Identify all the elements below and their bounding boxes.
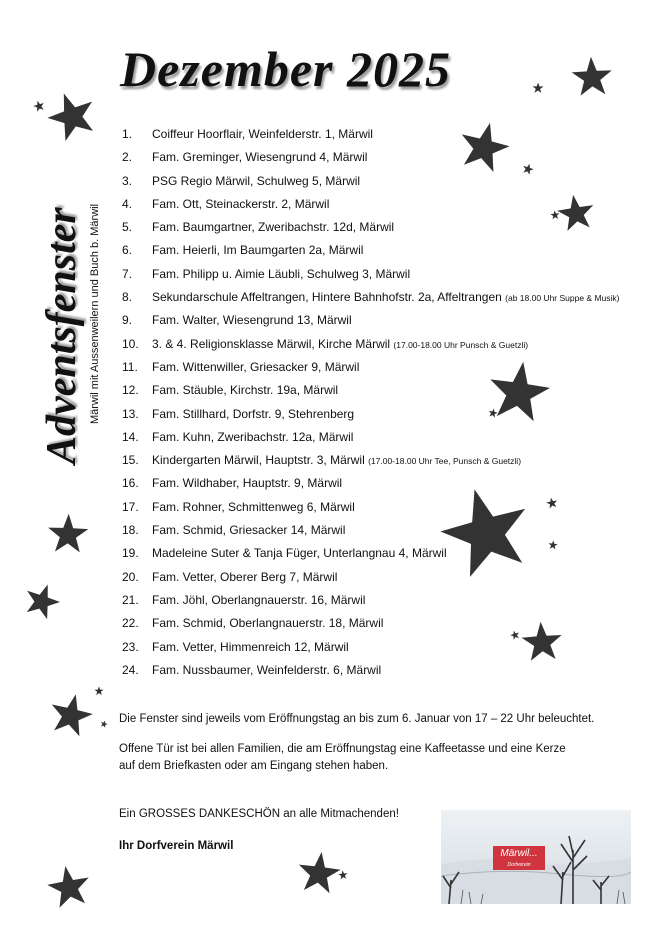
list-item [122, 566, 620, 589]
list-item [122, 239, 620, 262]
entry-number: 11. [122, 359, 138, 374]
entry-number: 13. [122, 406, 139, 421]
star-icon [488, 408, 498, 418]
star-icon [548, 540, 558, 550]
star-icon [570, 55, 614, 99]
entry-text: Fam. Schmid, Griesacker 14, Märwil [152, 523, 346, 538]
footer-thanks: Ein GROSSES DANKESCHÖN an alle Mitmachenden! [119, 808, 399, 820]
list-item [122, 519, 620, 542]
list-item [122, 496, 620, 519]
list-item [122, 263, 620, 286]
entry-number: 22. [122, 616, 139, 631]
star-icon [46, 512, 90, 556]
entry-number: 19. [122, 546, 139, 561]
entry-text: Fam. Vetter, Himmenreich 12, Märwil [152, 639, 349, 654]
entry-text: Fam. Rohner, Schmittenweg 6, Märwil [152, 499, 355, 514]
list-item [122, 193, 620, 216]
entry-number: 6. [122, 243, 133, 258]
entry-note: (ab 18.00 Uhr Suppe & Musik) [505, 293, 620, 304]
list-item [122, 146, 620, 169]
entry-number: 21. [122, 592, 139, 607]
entry-number: 23. [122, 639, 139, 654]
entry-number: 5. [122, 220, 133, 235]
star-icon [100, 720, 108, 728]
entry-text: PSG Regio Märwil, Schulweg 5, Märwil [152, 173, 361, 188]
entry-number: 20. [122, 569, 139, 584]
entry-note: (17.00-18.00 Uhr Punsch & Guetzli) [393, 339, 529, 350]
star-icon [438, 484, 534, 580]
entry-number: 4. [122, 196, 133, 211]
entry-number: 17. [122, 499, 139, 514]
entry-text: Kindergarten Märwil, Hauptstr. 3, Märwil [152, 453, 365, 468]
star-icon [556, 193, 596, 233]
entry-text: Fam. Stäuble, Kirchstr. 19a, Märwil [152, 383, 339, 398]
list-item [122, 333, 620, 356]
entry-number: 8. [122, 290, 133, 305]
entry-number: 10. [122, 336, 139, 351]
list-item [122, 309, 620, 332]
entry-text: Fam. Walter, Wiesengrund 13, Märwil [152, 313, 352, 328]
footer-signature: Ihr Dorfverein Märwil [119, 840, 234, 852]
entry-text: Sekundarschule Affeltrangen, Hintere Bahnhofstr. 2a, Affeltrangen [152, 290, 502, 305]
entry-text: Fam. Schmid, Oberlangnauerstr. 18, Märwil [152, 616, 384, 631]
star-icon [48, 692, 94, 738]
entry-text: 3. & 4. Religionsklasse Märwil, Kirche Märwil [152, 336, 391, 351]
list-item [122, 170, 620, 193]
star-icon [33, 100, 45, 112]
star-icon [520, 620, 564, 664]
footer-open-door-line-1: Offene Tür ist bei allen Familien, die am Eröffnungstag eine Kaffeetasse und eine Kerze [119, 743, 566, 755]
entry-number: 2. [122, 150, 133, 165]
entry-text: Fam. Stillhard, Dorfstr. 9, Stehrenberg [152, 406, 355, 421]
footer-lighting-info: Die Fenster sind jeweils vom Eröffnungstag an bis zum 6. Januar von 17 – 22 Uhr beleuchtet. [119, 713, 595, 725]
entry-text: Fam. Nussbaumer, Weinfelderstr. 6, Märwil [152, 662, 382, 677]
list-item [122, 449, 620, 472]
entry-text: Fam. Kuhn, Zweribachstr. 12a, Märwil [152, 429, 354, 444]
entry-text: Fam. Ott, Steinackerstr. 2, Märwil [152, 196, 330, 211]
list-item [122, 542, 620, 565]
star-icon [94, 686, 104, 696]
page-title: Dezember 2025 [120, 41, 451, 97]
star-icon [46, 864, 92, 910]
entry-number: 16. [122, 476, 139, 491]
badge-sublabel: Dorfverein [507, 862, 531, 868]
entry-number: 3. [122, 173, 133, 188]
entry-text: Madeleine Suter & Tanja Füger, Unterlangnau 4, Märwil [152, 546, 447, 561]
entry-number: 14. [122, 429, 139, 444]
entry-text: Fam. Baumgartner, Zweribachstr. 12d, Märwil [152, 220, 395, 235]
star-icon [46, 90, 98, 142]
star-icon [23, 582, 61, 620]
list-item [122, 472, 620, 495]
entry-number: 7. [122, 266, 133, 281]
star-icon [338, 870, 348, 880]
entry-text: Fam. Greminger, Wiesengrund 4, Märwil [152, 150, 368, 165]
entry-text: Fam. Vetter, Oberer Berg 7, Märwil [152, 569, 338, 584]
entry-text: Coiffeur Hoorflair, Weinfelderstr. 1, Märwil [152, 127, 373, 141]
star-icon [522, 163, 534, 175]
maerwil-logo-badge [493, 846, 545, 870]
entry-number: 24. [122, 662, 139, 677]
entry-text: Fam. Heierli, Im Baumgarten 2a, Märwil [152, 243, 364, 258]
entry-text: Fam. Wildhaber, Hauptstr. 9, Märwil [152, 476, 343, 491]
footer-open-door-line-2: auf dem Briefkasten oder am Eingang stehen haben. [119, 760, 389, 772]
star-icon [296, 850, 342, 896]
entry-text: Fam. Jöhl, Oberlangnauerstr. 16, Märwil [152, 592, 366, 607]
entry-number: 1. [122, 127, 133, 141]
village-photo [441, 810, 631, 904]
entry-note: (17.00-18.00 Uhr Tee, Punsch & Guetzli) [368, 456, 522, 467]
entry-number: 15. [122, 453, 139, 468]
list-item [122, 286, 620, 309]
star-icon [546, 497, 558, 509]
entry-text: Fam. Philipp u. Aimie Läubli, Schulweg 3, Märwil [152, 266, 411, 281]
entry-number: 9. [122, 313, 133, 328]
list-item [122, 216, 620, 239]
star-icon [457, 120, 511, 174]
star-icon [532, 82, 544, 94]
side-subtitle: Märwil mit Aussenweilern und Buch b. Märwil [89, 203, 101, 425]
list-item [122, 426, 620, 449]
entry-number: 18. [122, 523, 139, 538]
star-icon [510, 630, 520, 640]
badge-label: Märwil... [500, 848, 538, 859]
footer-open-door-info [119, 741, 566, 775]
side-title: Adventsfenster [39, 207, 85, 464]
entry-number: 12. [122, 383, 139, 398]
entry-text: Fam. Wittenwiller, Griesacker 9, Märwil [152, 359, 360, 374]
list-item [122, 589, 620, 612]
star-icon [550, 210, 560, 220]
list-item [122, 123, 620, 146]
